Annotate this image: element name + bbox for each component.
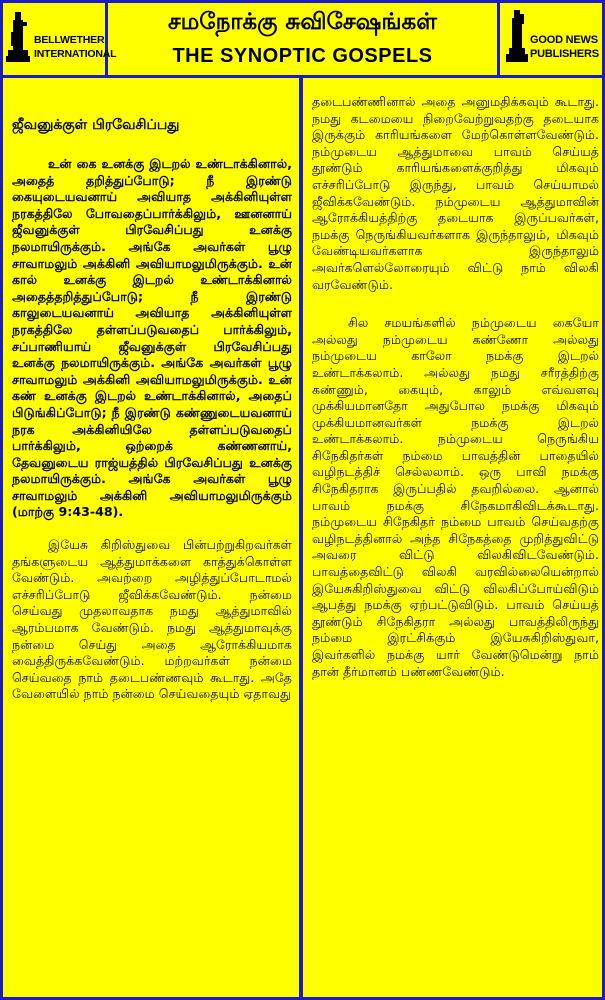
right-paragraph-2: சில சமயங்களில் நம்முடைய கையோ அல்லது நம்முடைய கண்ணோ அல்லது நம்முடைய காலோ நமக்கு இடறல் உண்டாக்கலாம். அல்லது நமது சரீரத்திற்கு கண்ணும், கையும், காலும் எவ்வளவு முக்கியமானதோ அதுபோல நமக்கு மிகவும் முக்கியமானவர்கள் நமக்கு இடறல் உண்டாக்கலாம். நம்முடைய நெருங்கிய சிநேகிதர்கள் நம்மை பாவத்தின் பாதையில் வழிநடத்திச் செல்லலாம். ஒரு பாவி நமக்கு சிநேகிதராக இருப்பதில் தவறில்லை. ஆனால் பாவம் நமக்கு சிநேகமாகிவிடக்கூடாது. நம்முடைய சிநேகிதர் நம்மை பாவம் செய்வதற்கு வழிநடத்தினால் அந்த சிநேகத்தை முறித்துவிட்டு அவரை விட்டு விலகிவிடவேண்டும். பாவத்தைவிட்டு விலகி வரவில்லையென்றால் இயேசுகிறிஸ்துவை விட்டு விலகிப்போய்விடும் ஆபத்து நமக்கு ஏற்பட்டுவிடும். பாவம் செய்யத் தூண்டும் சிநேகிதரா அல்லது பாவத்திலிருந்து நம்மை இரட்சிக்கும் இயேசுகிறிஸ்துவா, இவர்களில் நமக்கு யார் வேண்டுமென்று நாம் தான் தீர்மானம் பண்ணவேண்டும். xyxy=(312,315,599,679)
logo-left-line2: INTERNATIONAL xyxy=(34,48,117,60)
right-paragraph-1: தடைபண்ணினால் அதை அனுமதிக்கவும் கூடாது. நமது கடமையை நிறைவேற்றுவதற்கு தடையாக இருக்கும் காரியங்களை மேற்கொள்ளவேண்டும். நம்முடைய ஆத்துமாவை பாவம் செய்யத் தூண்டும் காரியங்களைக்குறித்து மிகவும் எச்சரிப்போடு இருந்து, பாவம் செய்யாமல் ஜீவிக்கவேண்டும். நம்முடைய ஆத்துமாவின் ஆரோக்கியத்திற்கு தடையாக இருப்பவர்கள், நமக்கு நெருங்கியவர்களாக இருந்தாலும், மிகவும் வேண்டியவர்களாக இருந்தாலும் அவர்களெல்லோரையும் விட்டு நாம் விலகி வரவேண்டும். xyxy=(312,94,599,292)
section-heading: ஜீவனுக்குள் பிரவேசிப்பது xyxy=(12,117,180,133)
logo-right-line2: PUBLISHERS xyxy=(530,48,599,60)
page-title-english: THE SYNOPTIC GOSPELS xyxy=(172,45,433,67)
logo-right-line1: GOOD NEWS xyxy=(530,34,598,46)
logo-left-line1: BELLWETHER xyxy=(34,34,105,46)
page-title-tamil: சமநோக்கு சுவிசேஷங்கள் xyxy=(168,9,437,35)
title-area xyxy=(108,0,497,75)
left-column xyxy=(12,82,292,719)
bellwether-logo xyxy=(0,0,117,78)
goodnews-logo xyxy=(497,0,605,78)
scripture-quote: உன் கை உனக்கு இடறல் உண்டாக்கினால், அதைத் தறித்துப்போடு; நீ இரண்டு கையுடையவனாய் அவியாத அக்கினியுள்ள நரகத்திலே போவதைப்பார்க்கிலும், ஊனனாய் ஜீவனுக்குள் பிரவேசிப்பது உனக்கு நலமாயிருக்கும். அங்கே அவர்கள் பூழு சாவாமலும் அக்கினி அவியாமலுமிருக்கும். உன் கால் உனக்கு இடறல் உண்டாக்கினால் அதைத்தறித்துப்போடு; நீ இரண்டு காலுடையவனாய் அவியாத அக்கினியுள்ள நரகத்திலே தள்ளப்படுவதைப் பார்க்கிலும், சப்பாணியாய் ஜீவனுக்குள் பிரவேசிப்பது உனக்கு நலமாயிருக்கும். அங்கே அவர்கள் பூழு சாவாமலும் அக்கினி அவியாமலுமிருக்கும். உன் கண் உனக்கு இடறல் உண்டாக்கினால், அதைப் பிடுங்கிப்போடு; நீ இரண்டு கண்ணுடையவனாய் நரக அக்கினியிலே தள்ளப்படுவதைப் பார்க்கிலும், ஒற்றைக் கண்ணனாய், தேவனுடைய ராஜ்யத்தில் பிரவேசிப்பது உனக்கு நலமாயிருக்கும். அங்கே அவர்கள் பூழு சாவாமலும் அக்கினி அவியாமலுமிருக்கும் (மாற்கு 9:43-48). xyxy=(12,156,292,520)
goodnews-statue-icon xyxy=(506,8,530,68)
bellwether-statue-icon xyxy=(6,8,32,68)
column-divider xyxy=(299,78,303,1000)
right-column xyxy=(312,94,599,696)
page-header xyxy=(0,0,605,78)
left-paragraph: இயேசு கிறிஸ்துவை பின்பற்றுகிறவர்கள் தங்களுடைய ஆத்துமாக்களை காத்துக்கொள்ள வேண்டும். அவற்றை அழித்துப்போடாமல் எச்சரிப்போடு ஜீவிக்கவேண்டும். நன்மை செய்வது முதலாவதாக நமது ஆத்துமாவில் ஆரம்பமாக வேண்டும். நமது ஆத்துமாவுக்கு நன்மை செய்து அதை ஆரோக்கியமாக வைத்திருக்கவேண்டும். மற்றவர்கள் நன்மை செய்வதை நாம் தடைபண்ணவும் கூடாது. அதே வேளையில் நாம் நன்மை செய்வதையும் ஏதாவது xyxy=(12,537,292,702)
